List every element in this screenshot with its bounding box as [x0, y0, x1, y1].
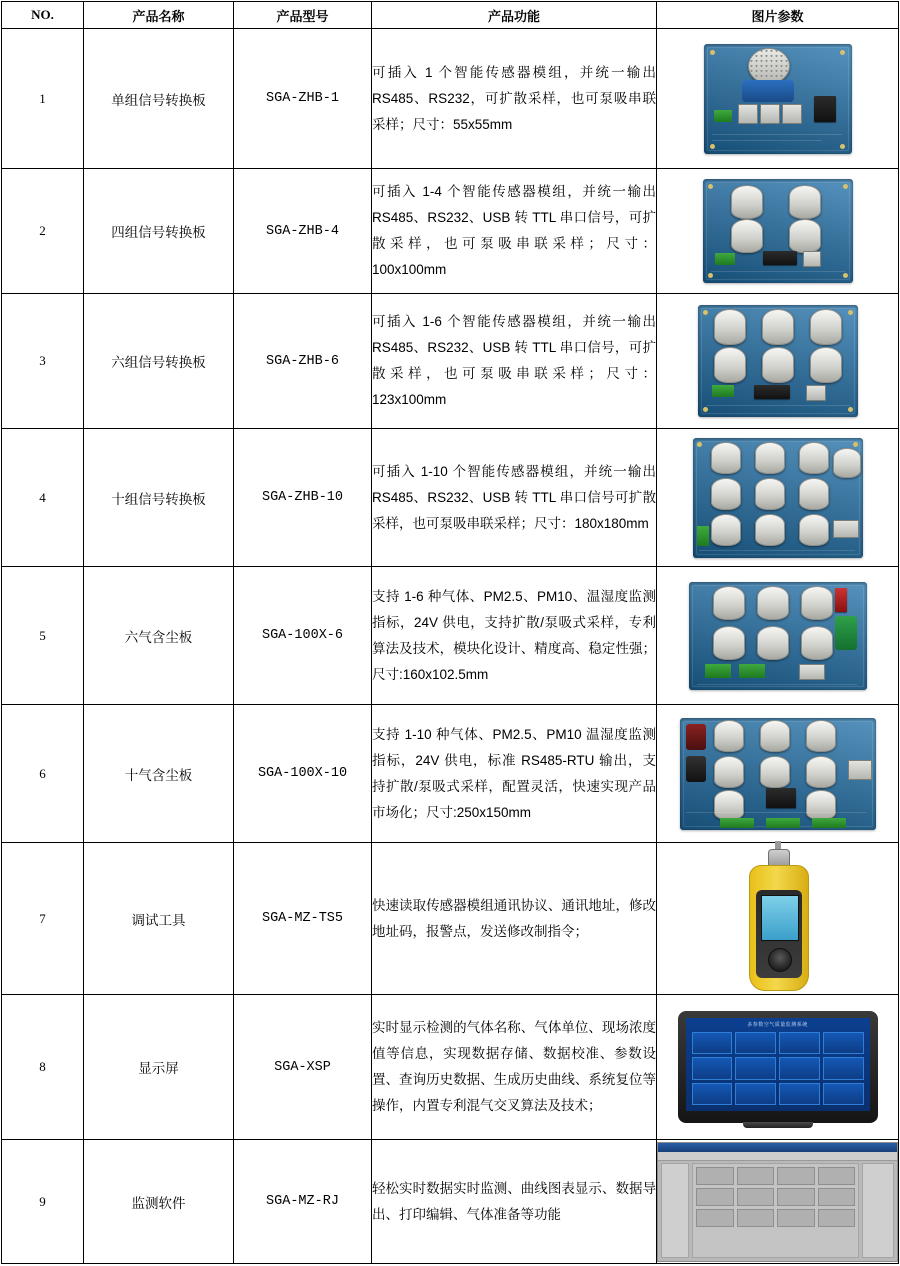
cell-model: SGA-100X-6: [234, 567, 372, 705]
table-row: [2, 1140, 899, 1264]
product-image-ten-dust-board: [657, 718, 898, 830]
cell-function: 可插入 1 个智能传感器模组，并统一输出 RS485、RS232，可扩散采样，也可泵吸串联采样；尺寸：55x55mm: [372, 29, 657, 169]
software-window: [657, 1142, 898, 1262]
display-data-cell: [735, 1083, 776, 1105]
cell-no: 8: [2, 995, 84, 1140]
cell-image: [657, 29, 899, 169]
cell-no: 7: [2, 843, 84, 995]
software-body: [658, 1160, 897, 1261]
cell-image: [657, 705, 899, 843]
software-data-box: [737, 1188, 775, 1206]
cell-model: SGA-XSP: [234, 995, 372, 1140]
display-data-cell: [692, 1083, 733, 1105]
cell-function: 可插入 1-10 个智能传感器模组，并统一输出 RS485、RS232、USB 转 TTL 串口信号可扩散采样，也可泵吸串联采样；尺寸：180x180mm: [372, 429, 657, 567]
table-row: [2, 995, 899, 1140]
cell-model: SGA-ZHB-10: [234, 429, 372, 567]
product-image-ten-board: [657, 438, 898, 558]
column-header-function: 产品功能: [372, 2, 657, 29]
cell-function: 快速读取传感器模组通讯协议、通讯地址，修改地址码，报警点，发送修改制指令；: [372, 843, 657, 995]
cell-function: 可插入 1-6 个智能传感器模组，并统一输出 RS485、RS232、USB 转 TTL 串口信号，可扩散采样，也可泵吸串联采样；尺寸：123x100mm: [372, 294, 657, 429]
handheld-body: [749, 865, 809, 991]
cell-name: 调试工具: [84, 843, 234, 995]
software-data-box: [737, 1209, 775, 1227]
cell-no: 5: [2, 567, 84, 705]
column-header-model: 产品型号: [234, 2, 372, 29]
display-stand: [743, 1122, 813, 1128]
display-screen-title: 多参数空气质量监测系统: [747, 1022, 808, 1028]
display-data-grid: [692, 1032, 864, 1105]
display-data-cell: [823, 1032, 864, 1054]
product-spec-table: [1, 1, 899, 1264]
software-titlebar: [658, 1143, 897, 1152]
software-data-box: [696, 1209, 734, 1227]
table-row: [2, 843, 899, 995]
cell-image: [657, 843, 899, 995]
cell-name: 四组信号转换板: [84, 169, 234, 294]
display-data-cell: [779, 1032, 820, 1054]
software-data-box: [777, 1167, 815, 1185]
software-data-box: [696, 1167, 734, 1185]
table-row: [2, 294, 899, 429]
table-header-row: [2, 2, 899, 29]
cell-image: [657, 995, 899, 1140]
product-image-single-board: [657, 44, 898, 154]
table-row: [2, 429, 899, 567]
product-image-display-panel: [657, 1011, 898, 1123]
table-row: [2, 169, 899, 294]
cell-name: 六气含尘板: [84, 567, 234, 705]
cell-function: 可插入 1-4 个智能传感器模组，并统一输出 RS485、RS232、USB 转 TTL 串口信号，可扩散采样，也可泵吸串联采样；尺寸：100x100mm: [372, 169, 657, 294]
cell-image: [657, 294, 899, 429]
display-data-cell: [692, 1057, 733, 1079]
cell-name: 十气含尘板: [84, 705, 234, 843]
cell-no: 2: [2, 169, 84, 294]
software-main-panel: [692, 1163, 859, 1258]
software-data-box: [696, 1188, 734, 1206]
cell-image: [657, 429, 899, 567]
cell-no: 4: [2, 429, 84, 567]
column-header-image: 图片参数: [657, 2, 899, 29]
software-data-box: [777, 1209, 815, 1227]
software-data-box: [777, 1188, 815, 1206]
table-header: [2, 2, 899, 29]
cell-name: 六组信号转换板: [84, 294, 234, 429]
software-data-box: [737, 1167, 775, 1185]
cell-no: 3: [2, 294, 84, 429]
display-screen: [686, 1018, 870, 1111]
product-image-four-board: [657, 179, 898, 283]
cell-model: SGA-MZ-TS5: [234, 843, 372, 995]
cell-model: SGA-MZ-RJ: [234, 1140, 372, 1264]
cell-no: 6: [2, 705, 84, 843]
cell-function: 支持 1-10 种气体、PM2.5、PM10 温湿度监测指标，24V 供电，标准 RS485-RTU 输出，支持扩散/泵吸式采样，配置灵活，快速实现产品市场化；尺寸:250x150mm: [372, 705, 657, 843]
table-row: [2, 567, 899, 705]
software-right-panel: [862, 1163, 894, 1258]
software-data-box: [818, 1188, 856, 1206]
product-image-handheld-tool: [657, 849, 898, 989]
display-data-cell: [779, 1057, 820, 1079]
cell-name: 单组信号转换板: [84, 29, 234, 169]
handheld-keypad: [768, 948, 792, 972]
cell-image: [657, 169, 899, 294]
table-body: [2, 29, 899, 1264]
display-data-cell: [823, 1057, 864, 1079]
handheld-front-panel: [756, 890, 802, 978]
display-data-cell: [735, 1057, 776, 1079]
table-row: [2, 29, 899, 169]
cell-model: SGA-100X-10: [234, 705, 372, 843]
cell-no: 9: [2, 1140, 84, 1264]
cell-image: [657, 567, 899, 705]
software-left-panel: [661, 1163, 689, 1258]
column-header-name: 产品名称: [84, 2, 234, 29]
table-row: [2, 705, 899, 843]
cell-model: SGA-ZHB-1: [234, 29, 372, 169]
cell-name: 监测软件: [84, 1140, 234, 1264]
product-image-monitoring-software: [657, 1142, 898, 1262]
software-data-box: [818, 1167, 856, 1185]
cell-function: 轻松实时数据实时监测、曲线图表显示、数据导出、打印编辑、气体准备等功能: [372, 1140, 657, 1264]
cell-model: SGA-ZHB-6: [234, 294, 372, 429]
display-data-cell: [692, 1032, 733, 1054]
handheld-screen: [761, 895, 799, 941]
cell-function: 支持 1-6 种气体、PM2.5、PM10、温湿度监测指标，24V 供电，支持扩散/泵吸式采样，专利算法及技术，模块化设计、精度高、稳定性强；尺寸:160x102.5mm: [372, 567, 657, 705]
column-header-no: NO.: [2, 2, 84, 29]
product-image-six-board: [657, 305, 898, 417]
cell-function: 实时显示检测的气体名称、气体单位、现场浓度值等信息，实现数据存储、数据校准、参数设置、查询历史数据、生成历史曲线、系统复位等操作，内置专利混气交叉算法及技术；: [372, 995, 657, 1140]
cell-model: SGA-ZHB-4: [234, 169, 372, 294]
cell-name: 显示屏: [84, 995, 234, 1140]
display-data-cell: [735, 1032, 776, 1054]
display-data-cell: [779, 1083, 820, 1105]
cell-image: [657, 1140, 899, 1264]
cell-name: 十组信号转换板: [84, 429, 234, 567]
cell-no: 1: [2, 29, 84, 169]
display-data-cell: [823, 1083, 864, 1105]
software-data-box: [818, 1209, 856, 1227]
product-image-six-dust-board: [657, 582, 898, 690]
